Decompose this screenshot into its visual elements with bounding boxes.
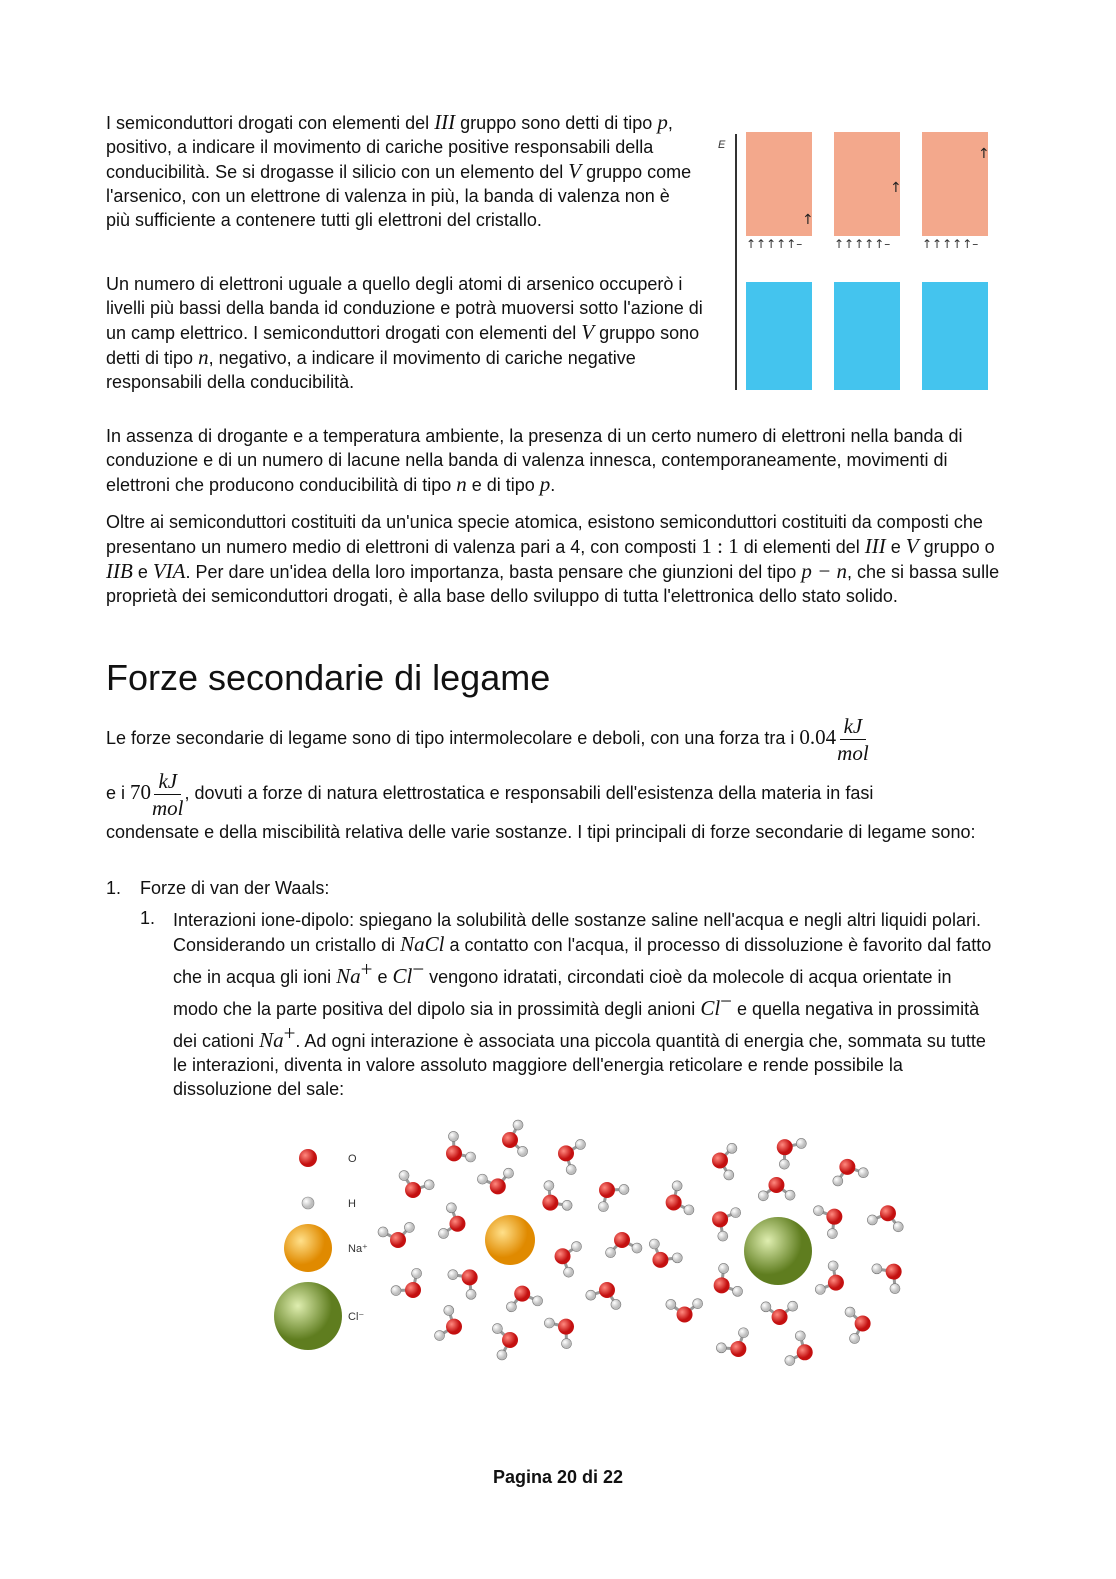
- list-item-van-der-waals: 1. Forze di van der Waals:: [106, 878, 330, 898]
- valence-bands: [746, 282, 988, 390]
- chloride-ion: [744, 1217, 812, 1285]
- water-molecule: [558, 1139, 585, 1174]
- list-number: 1.: [140, 908, 156, 928]
- svg-text:↑↑↑↑↑–: ↑↑↑↑↑–: [922, 237, 979, 251]
- water-molecule: [391, 1268, 422, 1298]
- band-diagram-figure: [716, 126, 1006, 396]
- water-molecule: [649, 1239, 682, 1268]
- legend-sodium: Na⁺: [348, 1243, 368, 1255]
- paragraph-n-type: Un numero di elettroni uguale a quello degli atomi di arsenico occuperò i livelli più bassi della banda id conduzione e potrà muoversi sotto l'azione di un camp elettrico. I semiconduttori drogati con elementi del V gruppo sono detti di tipo n, negativo, a indicare il movimento di cariche negative responsabili della conducibilità.: [106, 274, 703, 392]
- figure-legend: [274, 1149, 368, 1350]
- paragraph-secondary-forces: Le forze secondarie di legame sono di tipo intermolecolare e deboli, con una forza tra i 0.04 $\frac{kJ}{\text{mol}}$ e i 70 $\frac{kJ}{\text{mol}}$ , dovuti a forze di natura elettrostatica e responsabili dell'esistenza della materia in fasi: [106, 713, 874, 820]
- water-molecule: [448, 1269, 478, 1299]
- water-molecule: [544, 1318, 574, 1349]
- svg-text:↑: ↑: [978, 146, 990, 162]
- water-molecule: [378, 1222, 414, 1248]
- hydrogen-legend-icon: [302, 1197, 314, 1209]
- water-molecule: [761, 1301, 798, 1325]
- water-molecule: [502, 1120, 528, 1156]
- oxygen-legend-icon: [299, 1149, 317, 1167]
- list-number: 1.: [106, 878, 122, 898]
- water-molecule: [586, 1282, 621, 1309]
- water-molecule: [506, 1286, 542, 1312]
- fraction-kj-mol-1: $\frac{kJ}{\text{mol}}$: [837, 713, 869, 765]
- water-molecule: [666, 1181, 694, 1215]
- water-molecule: [777, 1138, 807, 1169]
- list-item-ion-dipole: 1. Interazioni ione-dipolo: spiegano la solubilità delle sostanze saline nell'acqua e negli altri liquidi polari. Considerando un cristallo di NaCl a contatto con l'acqua, il processo di dissoluzione è favorito dal fatto che in acqua gli ioni Na+ e Cl− vengono idratati, circondati cioè da molecole di acqua orientate in modo che la parte positiva del dipolo sia in prossimità degli anioni Cl− e quella negativa in prossimità dei cationi Na+. Ad ogni interazione è associata una piccola quantità di energia che, sommata su tutte le interazioni, diventa in valore assoluto maggiore dell'energia reticolare e rende possibile la dissoluzione del sale:: [140, 908, 992, 1099]
- water-molecule: [714, 1263, 743, 1296]
- page-footer: Pagina 20 di 22: [492, 1467, 624, 1487]
- water-molecule: [598, 1182, 629, 1212]
- energy-axis-label: E: [718, 139, 726, 151]
- water-molecule: [446, 1131, 476, 1162]
- water-molecule: [477, 1168, 513, 1194]
- water-molecule: [712, 1208, 741, 1242]
- legend-hydrogen: H: [348, 1198, 356, 1210]
- svg-text:↑↑↑↑↑–: ↑↑↑↑↑–: [834, 237, 891, 251]
- donor-levels: [746, 237, 978, 251]
- water-molecule: [666, 1299, 703, 1323]
- paragraph-p-type: I semiconduttori drogati con elementi del III gruppo sono detti di tipo p, positivo, a indicare il movimento di cariche positive responsabili della conducibilità. Se si drogasse il silicio con un elemento del V gruppo come l'arsenico, con un elettrone di valenza in più, la banda di valenza non è più sufficiente a contenere tutti gli elettroni del cristallo.: [106, 110, 692, 230]
- water-molecule: [438, 1203, 465, 1239]
- water-molecule: [815, 1261, 844, 1295]
- water-molecule: [399, 1171, 434, 1198]
- sodium-legend-icon: [284, 1224, 332, 1272]
- svg-text:↑: ↑: [802, 212, 814, 228]
- svg-text:↑: ↑: [890, 180, 902, 196]
- water-molecule: [785, 1331, 813, 1366]
- paragraph-compound-semiconductors: Oltre ai semiconduttori costituiti da un'unica specie atomica, esistono semiconduttori costituiti da composti che presentano un numero medio di elettroni di valenza pari a 4, con composti 1 : 1 di elementi del III e V gruppo o IIB e VIA. Per dare un'idea della loro importanza, basta pensare che giunzioni del tipo p − n, che si bassa sulle proprietà dei semiconduttori drogati, è alla base dello sviluppo di tutta l'elettronica dello stato solido.: [106, 512, 1000, 606]
- water-molecule: [542, 1181, 572, 1211]
- water-molecule: [872, 1264, 902, 1294]
- fraction-kj-mol-2: $\frac{kJ}{\text{mol}}$: [152, 768, 184, 820]
- legend-chloride: Cl⁻: [348, 1311, 365, 1323]
- water-molecule: [845, 1307, 871, 1343]
- section-heading: Forze secondarie di legame: [106, 657, 551, 698]
- water-molecule: [555, 1242, 582, 1278]
- water-molecule: [435, 1305, 462, 1340]
- paragraph-secondary-forces-cont: condensate e della miscibilità relativa delle varie sostanze. I tipi principali di forze secondarie di legame sono:: [106, 822, 976, 842]
- water-molecule: [867, 1205, 903, 1232]
- water-molecule: [758, 1177, 795, 1201]
- chloride-legend-icon: [274, 1282, 342, 1350]
- svg-text:↑↑↑↑↑–: ↑↑↑↑↑–: [746, 237, 803, 251]
- water-molecule: [716, 1328, 748, 1357]
- conduction-bands: [746, 132, 988, 236]
- legend-oxygen: O: [348, 1153, 357, 1165]
- water-molecule: [833, 1159, 868, 1186]
- water-molecule: [606, 1232, 642, 1258]
- sodium-ion: [485, 1215, 535, 1265]
- water-molecule: [712, 1143, 737, 1180]
- ion-hydration-figure: [270, 1118, 910, 1378]
- water-molecule: [813, 1206, 842, 1239]
- paragraph-intrinsic: In assenza di drogante e a temperatura ambiente, la presenza di un certo numero di elettroni nella banda di conduzione e di un numero di lacune nella banda di valenza innesca, contemporaneamente, movimenti di elettroni che producono conducibilità di tipo n e di tipo p.: [106, 426, 963, 496]
- water-molecule: [492, 1324, 518, 1360]
